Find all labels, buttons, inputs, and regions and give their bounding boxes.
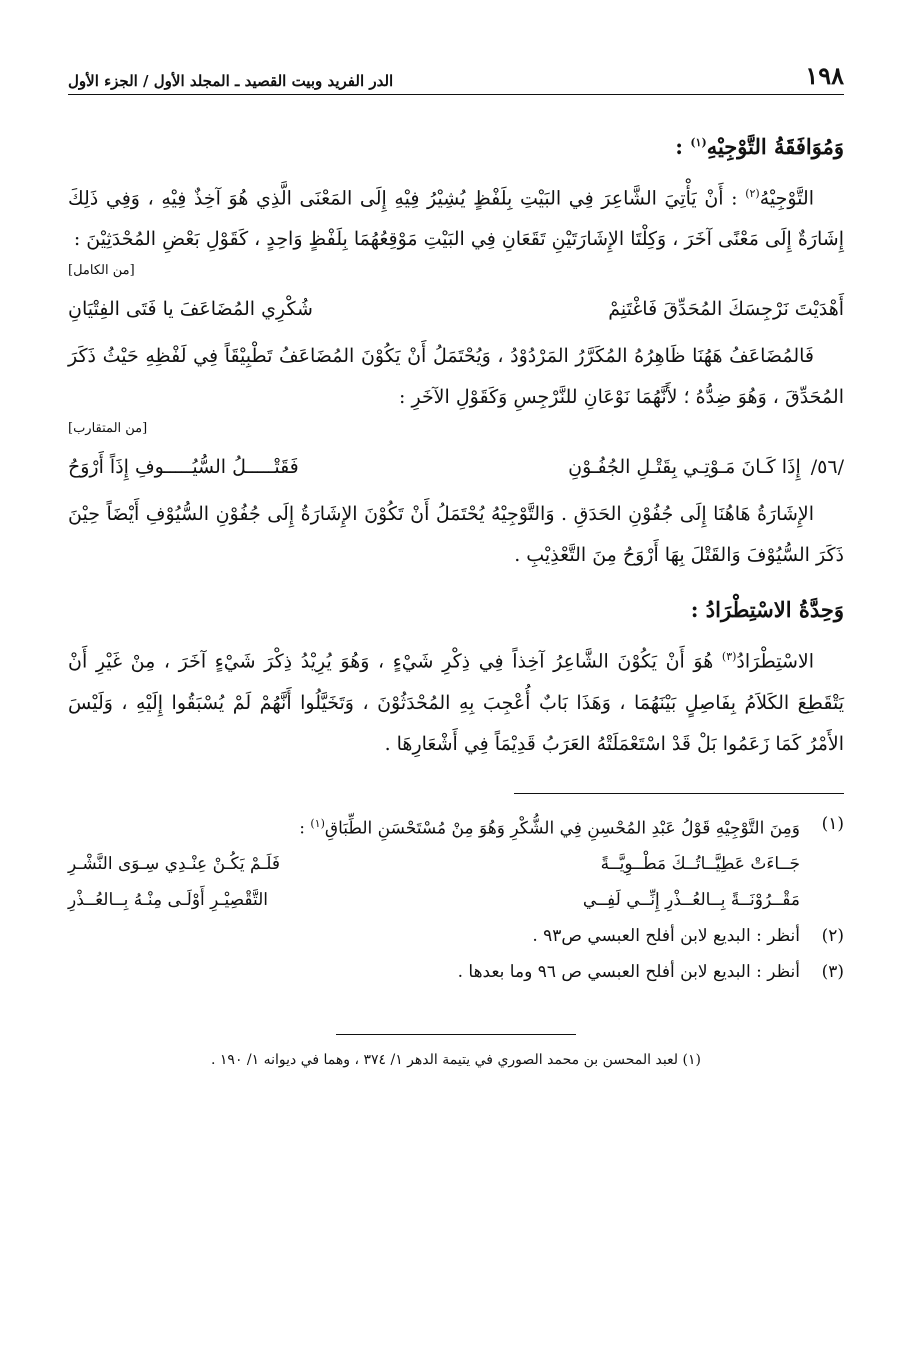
page-header: [68, 52, 844, 95]
paragraph: فَالمُضَاعَفُ هَهُنَا ظَاهِرُهُ المُكَرَّرُ المَرْدُوْدُ ، وَيُحْتَمَلُ أَنْ يَكُوْنَ المُضَاعَفُ تَطْبِيْقَاً فِي لَفْظِهِ حَيْثُ ذَكَرَ المُحَدِّقَ ، وَهُوَ ضِدُّهُ ؛ لأَنَّهُمَا نَوْعَانِ للنَّرْجِسِ وَكَقَوْلِ الآخَرِ :: [68, 345, 844, 409]
footnote-number: (٣): [821, 962, 844, 983]
sub-footnote: (١) لعبد المحسن بن محمد الصوري في يتيمة الدهر ١/ ٣٧٤ ، وهما في ديوانه ١/ ١٩٠ .: [211, 1052, 701, 1069]
verse-hemistich-second: فَلَـمْ يَكُـنْ عِنْـدِي سِـوَى النَّشْـرِ: [68, 854, 281, 875]
page-number: ١٩٨: [805, 61, 844, 90]
meter-label: [من الكامل]: [68, 263, 135, 279]
footnote-text: أنظر : البديع لابن أفلح العبسي ص٩٣ .: [532, 926, 800, 947]
footnote-item: [68, 954, 844, 990]
meter-label: [من المتقارب]: [68, 421, 148, 437]
verse-hemistich-first: جَــاءَتْ عَطِيَّــاتُــكَ مَطْــوِيَّــةً: [600, 854, 800, 875]
paragraph: الإِشَارَةُ هَاهُنَا إِلَى جُفُوْنِ الحَدَقِ . وَالتَّوْجِيْهُ يُحْتَمَلُ أَنْ تَكُوْنَ الإِشَارَةُ إِلَى جُفُوْنِ السُّيُوْفِ أَيْضَاً حِيْنَ ذَكَرَ السُّيُوْفَ وَالقَتْلَ بِهَا أَرْوَحُ مِنَ التَّعْذِيْبِ .: [68, 503, 844, 567]
section-heading-istitrad: وَحِدَّةُ الاسْتِطْرَادُ :: [690, 597, 844, 623]
paragraph: الاسْتِطْرَادُ$^{(٣)}$ هُوَ أَنْ يَكُوْنَ الشَّاعِرُ آخِذاً فِي ذِكْرِ شَيْءٍ ، وَهُوَ يُرِيْدُ ذِكْرَ شَيْءٍ آخَرَ ، مِنْ غَيْرِ أَنْ يَتْقَطِعَ الكَلاَمُ بِفَاصِلٍ بَيْنَهُمَا ، وَهَذَا بَابٌ أُعْجِبَ بِهِ المُحْدَثُوْنَ ، وَتَخَيَّلُوا أَنَّهُمْ لَمْ يُسْبَقُوا إِلَيْهِ ، وَلَيْسَ الأَمْرُ كَمَا زَعَمُوا بَلْ قَدْ اسْتَعْمَلَتْهُ العَرَبُ قَدِيْمَاً فِي أَشْعَارِهَا .: [68, 650, 844, 755]
verse-hemistich-second: التَّقْصِيْـرِ أَوْلَـى مِنْـهُ بِــالعُــذْرِ: [68, 890, 269, 911]
footnote-ref[interactable]: (٢): [745, 187, 760, 200]
running-title: الدر الفريد وبيت القصيد ـ المجلد الأول / الجزء الأول: [68, 72, 394, 90]
footnote-number: (٢): [821, 926, 844, 947]
footnote-divider: [514, 793, 844, 794]
footnote-item: [68, 918, 844, 954]
verse-hemistich-second: فَقَتْـــــلُ السُّيُـــــوفِ إِذَاً أَرْوَحُ: [67, 456, 299, 479]
manuscript-folio-marker: /٥٦/: [810, 456, 844, 479]
verse-hemistich-first: مَقْــرُوْنَــةً بِــالعُــذْرِ إِنِّــي لَفِــي: [582, 890, 800, 911]
footnote-number: (١): [821, 813, 844, 834]
footnote-text: أنظر : البديع لابن أفلح العبسي ص ٩٦ وما بعدها .: [457, 962, 800, 983]
footnote-item: [68, 806, 844, 847]
footnote-verse: [68, 846, 844, 882]
verse-line: [68, 444, 844, 490]
footnote-ref[interactable]: (٣): [721, 650, 737, 664]
verse-hemistich-first: إِذَا كَـانَ مَـوْتِـي بِقَتْـلِ الجُفُـوْنِ: [568, 456, 801, 479]
verse-hemistich-second: شُكْرِي المُضَاعَفَ يا فَتَى الفِتْيَانِ: [68, 298, 313, 321]
main-text: [68, 123, 844, 765]
footnote-text: وَمِنَ التَّوْجِيْهِ قَوْلُ عَبْدِ المُحْسِنِ فِي الشُّكْرِ وَهُوَ مِنْ مُسْتَحْسَنِ الطِّبَاقِ$^{(١)}$ :: [299, 816, 800, 839]
subnote-divider: [336, 1034, 576, 1035]
footnote-verse: [68, 882, 844, 918]
paragraph: التَّوْجِيْهُ$^{(٢)}$ : أَنْ يَأْتِيَ الشَّاعِرَ فِي البَيْتِ بِلَفْظٍ يُشِيْرُ فِيْهِ إِلَى المَعْنَى الَّذِي هُوَ آخِذٌ فِيْهِ ، وَفِي ذَلِكَ إِشَارَةٌ إِلَى مَعْنًى آخَرَ ، وَكِلْتَا الإِشَارَتَيْنِ تَقَعَانِ فِي البَيْتِ مَوْقِعُهُمَا بِلَفْظٍ وَاحِدٍ ، كَقَوْلِ بَعْضِ المُحْدَثِيْنَ :: [68, 187, 844, 251]
footnotes: [68, 806, 844, 991]
footnote-ref[interactable]: (١): [310, 816, 325, 830]
verse-hemistich-first: أَهْدَيْتَ نَرْجِسَكَ المُحَدِّقَ فَاغْتَنِمْ: [608, 298, 844, 321]
section-heading-tawjih: وَمُوَافَقَةُ التَّوْجِيْهِ$^{(١)}$ :: [675, 134, 844, 159]
footnote-ref[interactable]: (١): [690, 136, 707, 149]
verse-line: [68, 286, 844, 332]
